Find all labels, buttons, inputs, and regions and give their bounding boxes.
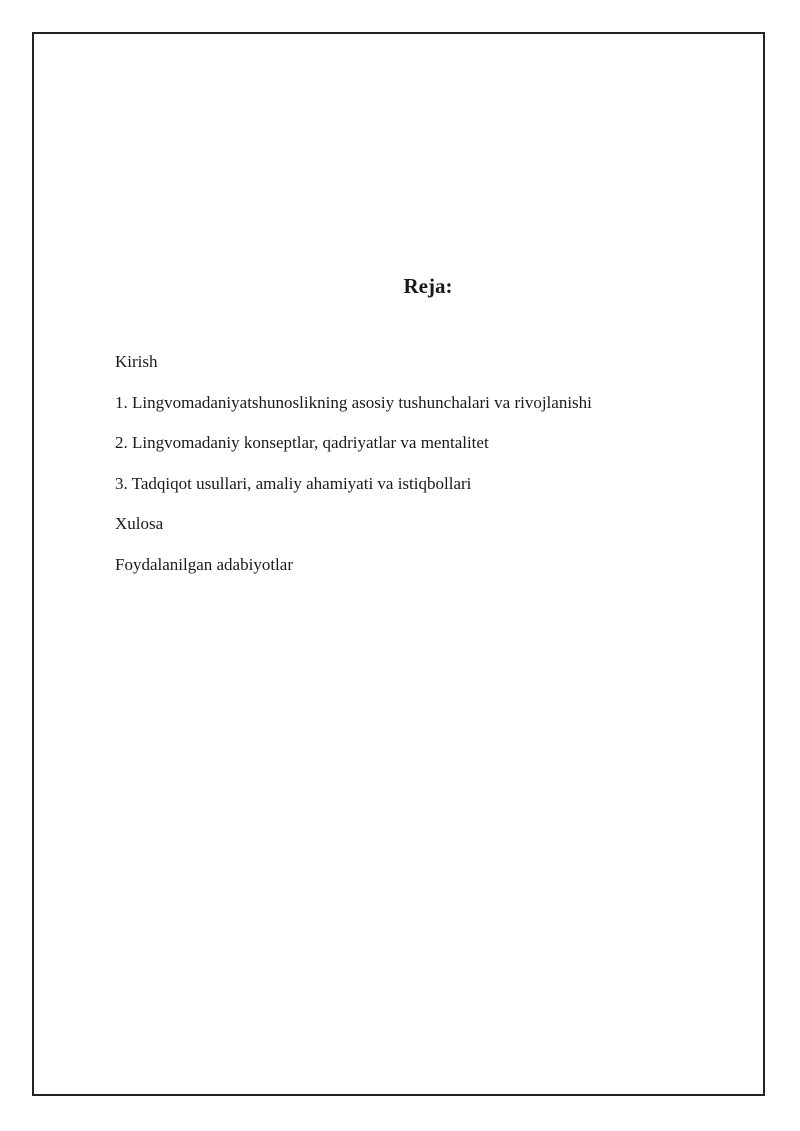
plan-item-conclusion: Xulosa [115, 514, 164, 534]
plan-item-1: 1. Lingvomadaniyatshunoslikning asosiy tushunchalari va rivojlanishi [115, 392, 592, 412]
plan-item-2: 2. Lingvomadaniy konseptlar, qadriyatlar va mentalitet [115, 433, 489, 453]
plan-item-3: 3. Tadqiqot usullari, amaliy ahamiyati va istiqbollari [115, 473, 472, 493]
plan-item-introduction: Kirish [115, 352, 158, 371]
plan-item-references: Foydalanilgan adabiyotlar [115, 554, 293, 574]
plan-list [115, 351, 592, 595]
page-title: Reja: [403, 274, 453, 298]
